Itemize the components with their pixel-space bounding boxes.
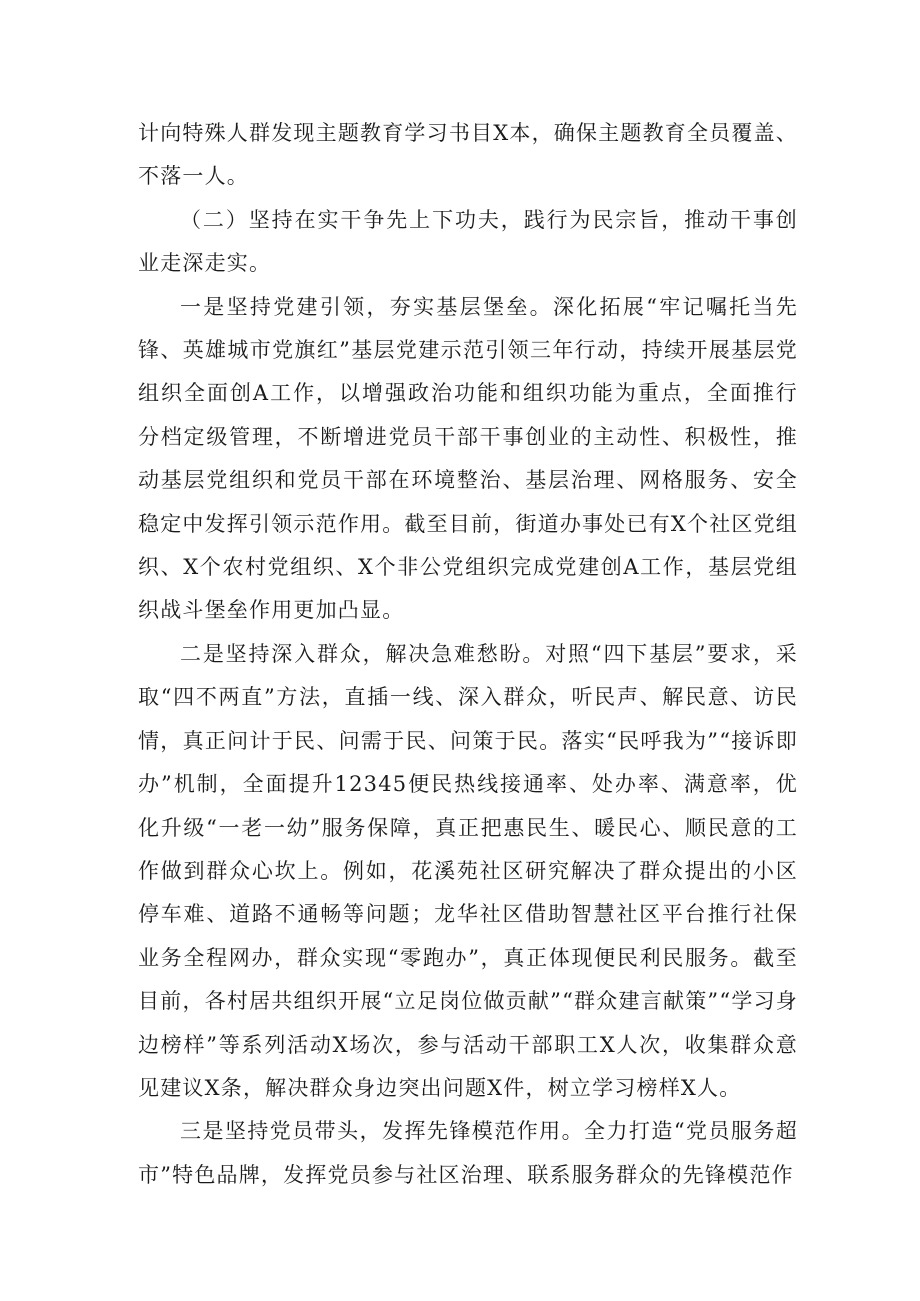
paragraph-continuation: 计向特殊人群发现主题教育学习书目X本，确保主题教育全员覆盖、不落一人。 (138, 121, 798, 189)
paragraph-party-members-lead: 三是坚持党员带头，发挥先锋模范作用。全力打造“党员服务超市”特色品牌，发挥党员参与社区治理、联系服务群众的先锋模范作 (138, 1119, 798, 1187)
section-subheading: （二）坚持在实干争先上下功夫，践行为民宗旨，推动干事创业走深走实。 (138, 207, 798, 276)
document-body (138, 112, 798, 1197)
paragraph-serve-masses: 二是坚持深入群众，解决急难愁盼。对照“四下基层”要求，采取“四不两直”方法，直插一线、深入群众，听民声、解民意、访民情，真正问计于民、问需于民、问策于民。落实“民呼我为”“接诉即办”机制，全面提升12345便民热线接通率、处办率、满意率，优化升级“一老一幼”服务保障，真正把惠民生、暖民心、顺民意的工作做到群众心坎上。例如，花溪苑社区研究解决了群众提出的小区停车难、道路不通畅等问题；龙华社区借助智慧社区平台推行社保业务全程网办，群众实现“零跑办”，真正体现便民利民服务。截至目前，各村居共组织开展“立足岗位做贡献”“群众建言献策”“学习身边榜样”等系列活动X场次，参与活动干部职工X人次，收集群众意见建议X条，解决群众身边突出问题X件，树立学习榜样X人。 (138, 641, 798, 1100)
paragraph-party-building: 一是坚持党建引领，夯实基层堡垒。深化拓展“牢记嘱托当先锋、英雄城市党旗红”基层党建示范引领三年行动，持续开展基层党组织全面创A工作，以增强政治功能和组织功能为重点，全面推行分档定级管理，不断增进党员干部干事创业的主动性、积极性，推动基层党组织和党员干部在环境整治、基层治理、网格服务、安全稳定中发挥引领示范作用。截至目前，街道办事处已有X个社区党组织、X个农村党组织、X个非公党组织完成党建创A工作，基层党组织战斗堡垒作用更加凸显。 (138, 294, 798, 623)
